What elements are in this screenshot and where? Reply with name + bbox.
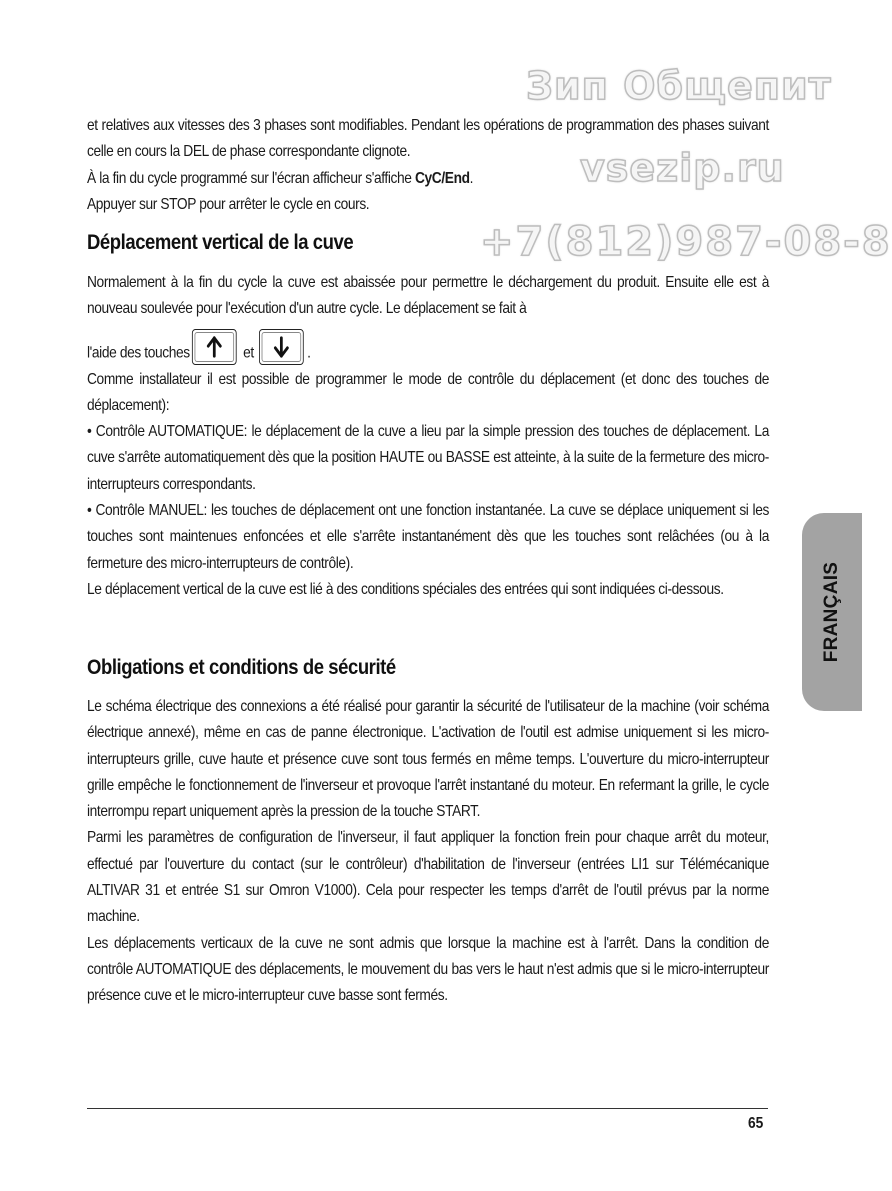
watermark-zip-obshchepit: Зип Общепит	[526, 64, 832, 108]
keys-prefix: l'aide des touches	[87, 344, 190, 362]
section-title-safety: Obligations et conditions de sécurité	[87, 655, 396, 679]
safety-paragraph-2: Parmi les paramètres de configuration de l'inverseur, il faut appliquer la fonction frein pour chaque arrêt du moteur, effectué par l'ouverture du contact (sur le contrôleur) d'habilitation de l'inverseur (entrées LI1 sur Télémécanique ALTIVAR 31 et entrée S1 sur Omron V1000). Cela pour respecter les temps d'arrêt de l'outil prévus par la norme machine.	[87, 829, 769, 926]
language-tab	[802, 513, 862, 711]
cycle-end-suffix: .	[469, 169, 474, 187]
cycle-end-code: CyC/End	[414, 169, 470, 187]
footer-rule	[87, 1108, 768, 1109]
installer-paragraph: Comme installateur il est possible de programmer le mode de contrôle du déplacement (et donc des touches de déplacement):	[87, 370, 769, 414]
keys-and: et	[243, 344, 254, 362]
vertical-movement-block	[87, 270, 769, 603]
safety-paragraph-3: Les déplacements verticaux de la cuve ne sont admis que lorsque la machine est à l'arrêt. Dans la condition de contrôle AUTOMATIQUE des déplacements, le mouvement du bas vers le haut n'est admis que si le micro-interrupteur présence cuve et le micro-interrupteur cuve basse sont fermés.	[87, 934, 769, 1005]
intro-paragraph: et relatives aux vitesses des 3 phases sont modifiables. Pendant les opérations de programmation des phases suivant celle en cours la DEL de phase correspondante clignote.	[87, 117, 769, 161]
safety-paragraph-1: Le schéma électrique des connexions a été réalisé pour garantir la sécurité de l'utilisateur de la machine (voir schéma électrique annexé), même en cas de panne électronique. L'activation de l'outil est admise uniquement si les micro-interrupteurs grille, cuve haute et présence cuve sont tous fermés en même temps. L'ouverture du micro-interrupteur grille empêche le fonctionnement de l'inverseur et provoque l'arrêt instantané du moteur. En refermant la grille, le cycle interrompu repart uniquement après la pression de la touche START.	[87, 698, 769, 821]
safety-block	[87, 694, 769, 1010]
stop-paragraph: Appuyer sur STOP pour arrêter le cycle en cours.	[87, 195, 370, 213]
cycle-end-text: À la fin du cycle programmé sur l'écran afficheur s'affiche	[87, 169, 415, 187]
section-title-vertical-movement: Déplacement vertical de la cuve	[87, 230, 354, 254]
automatic-control-paragraph: • Contrôle AUTOMATIQUE: le déplacement de la cuve a lieu par la simple pression des touches de déplacement. La cuve s'arrête automatiquement dès que la position HAUTE ou BASSE est atteinte, à la suite de la fermeture des micro-interrupteurs correspondants.	[87, 423, 769, 493]
watermark-phone: +7(812)987-08-8	[480, 219, 892, 265]
language-tab-label: FRANÇAIS	[821, 561, 842, 663]
watermark-vsezip: vsezip.ru	[580, 146, 785, 190]
manual-control-paragraph: • Contrôle MANUEL: les touches de déplacement ont une fonction instantanée. La cuve se déplace uniquement si les touches sont maintenues enfoncées et elle s'arrête instantanément dès que les touches sont relâchées (ou à la fermeture des micro-interrupteurs de contrôle).	[87, 502, 769, 572]
up-key-button	[191, 329, 236, 365]
keys-suffix: .	[307, 344, 311, 362]
intro-block	[87, 113, 769, 218]
conditions-paragraph: Le déplacement vertical de la cuve est lié à des conditions spéciales des entrées qui sont indiquées ci-dessous.	[87, 580, 724, 598]
keys-line	[87, 329, 769, 367]
vertical-movement-intro: Normalement à la fin du cycle la cuve est abaissée pour permettre le déchargement du produit. Ensuite elle est à nouveau soulevée pour l'exécution d'un autre cycle. Le déplacement se fait à	[87, 274, 769, 318]
arrow-down-icon	[274, 336, 289, 358]
page-number: 65	[748, 1115, 764, 1132]
arrow-up-icon	[206, 336, 221, 358]
cycle-end-paragraph	[87, 166, 769, 192]
down-key-button	[259, 329, 304, 365]
